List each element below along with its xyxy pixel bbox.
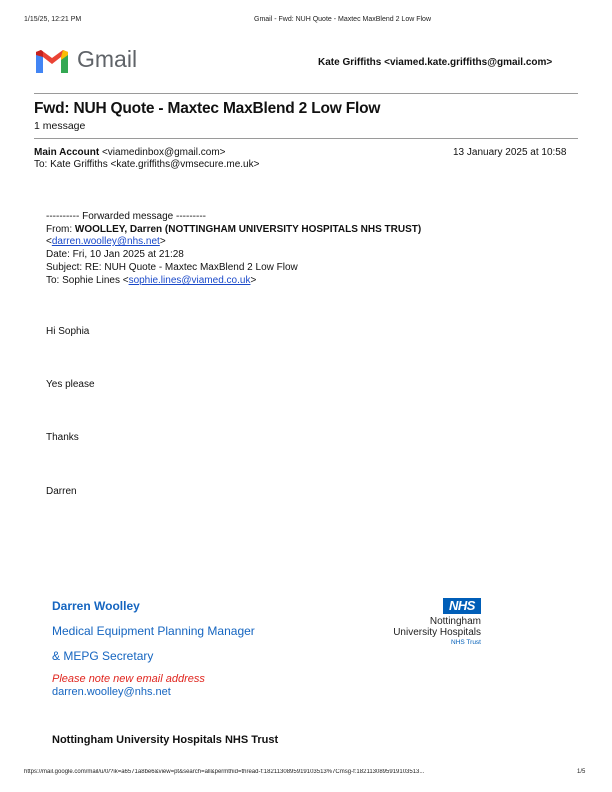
sender-email: <viamedinbox@gmail.com> xyxy=(101,147,226,158)
nhs-logo-line-2: University Hospitals xyxy=(393,627,481,638)
forwarded-to-prefix: To: Sophie Lines < xyxy=(46,275,129,286)
forwarded-to-suffix: > xyxy=(250,275,257,286)
body-signoff: Darren xyxy=(46,486,77,497)
print-page-number: 1/5 xyxy=(577,769,586,775)
message-to: To: Kate Griffiths <kate.griffiths@vmsecure.me.uk> xyxy=(34,159,260,170)
nhs-logo-line-3: NHS Trust xyxy=(451,639,481,646)
subject-divider xyxy=(34,138,578,139)
message-count: 1 message xyxy=(34,120,86,132)
nhs-logo-line-1: Nottingham xyxy=(429,616,481,627)
forwarded-from xyxy=(46,224,421,235)
signature-org: Nottingham University Hospitals NHS Trust xyxy=(52,734,279,746)
signature-note: Please note new email address xyxy=(52,673,205,685)
gmail-logo-icon xyxy=(34,46,70,74)
forwarded-subject: Subject: RE: NUH Quote - Maxtec MaxBlend 2 Low Flow xyxy=(46,262,298,273)
signature-role-2: & MEPG Secretary xyxy=(52,649,154,663)
nhs-logo-text xyxy=(380,616,481,647)
nhs-logo-icon: NHS xyxy=(443,598,481,614)
forwarded-divider: ---------- Forwarded message --------- xyxy=(46,211,206,222)
thread-subject: Fwd: NUH Quote - Maxtec MaxBlend 2 Low Flow xyxy=(34,100,381,117)
body-line-1: Yes please xyxy=(46,379,95,390)
signature-email[interactable]: darren.woolley@nhs.net xyxy=(52,686,171,698)
body-line-2: Thanks xyxy=(46,432,79,443)
forwarded-to-email-link[interactable]: sophie.lines@viamed.co.uk xyxy=(128,275,251,286)
bracket-close: > xyxy=(159,236,166,247)
signature-role: Medical Equipment Planning Manager xyxy=(52,624,255,638)
forwarded-from-name: WOOLLEY, Darren (NOTTINGHAM UNIVERSITY HOSPITALS NHS TRUST) xyxy=(74,224,422,235)
bracket-open: < xyxy=(46,236,52,247)
body-greeting: Hi Sophia xyxy=(46,326,90,337)
message-sender xyxy=(34,147,226,158)
gmail-wordmark: Gmail xyxy=(77,46,138,72)
signature-name: Darren Woolley xyxy=(52,599,140,613)
forwarded-to xyxy=(46,275,256,286)
account-email: Kate Griffiths <viamed.kate.griffiths@gmail.com> xyxy=(318,57,553,68)
forwarded-date: Date: Fri, 10 Jan 2025 at 21:28 xyxy=(46,249,184,260)
print-datetime: 1/15/25, 12:21 PM xyxy=(24,16,82,23)
print-title: Gmail - Fwd: NUH Quote - Maxtec MaxBlend 2 Low Flow xyxy=(254,16,431,23)
header-divider xyxy=(34,93,578,94)
forwarded-from-email-line xyxy=(46,236,166,247)
forwarded-from-label: From: xyxy=(46,224,75,235)
print-footer-url: https://mail.google.com/mail/u/0/?ik=a6571a8be6&view=pt&search=all&permthid=thread-f:1821130895919103513%7Cmsg-f:1821130895919103513... xyxy=(24,769,425,775)
message-date: 13 January 2025 at 10:58 xyxy=(453,147,567,158)
sender-name: Main Account xyxy=(34,147,100,158)
forwarded-from-email-link[interactable]: darren.woolley@nhs.net xyxy=(51,236,160,247)
